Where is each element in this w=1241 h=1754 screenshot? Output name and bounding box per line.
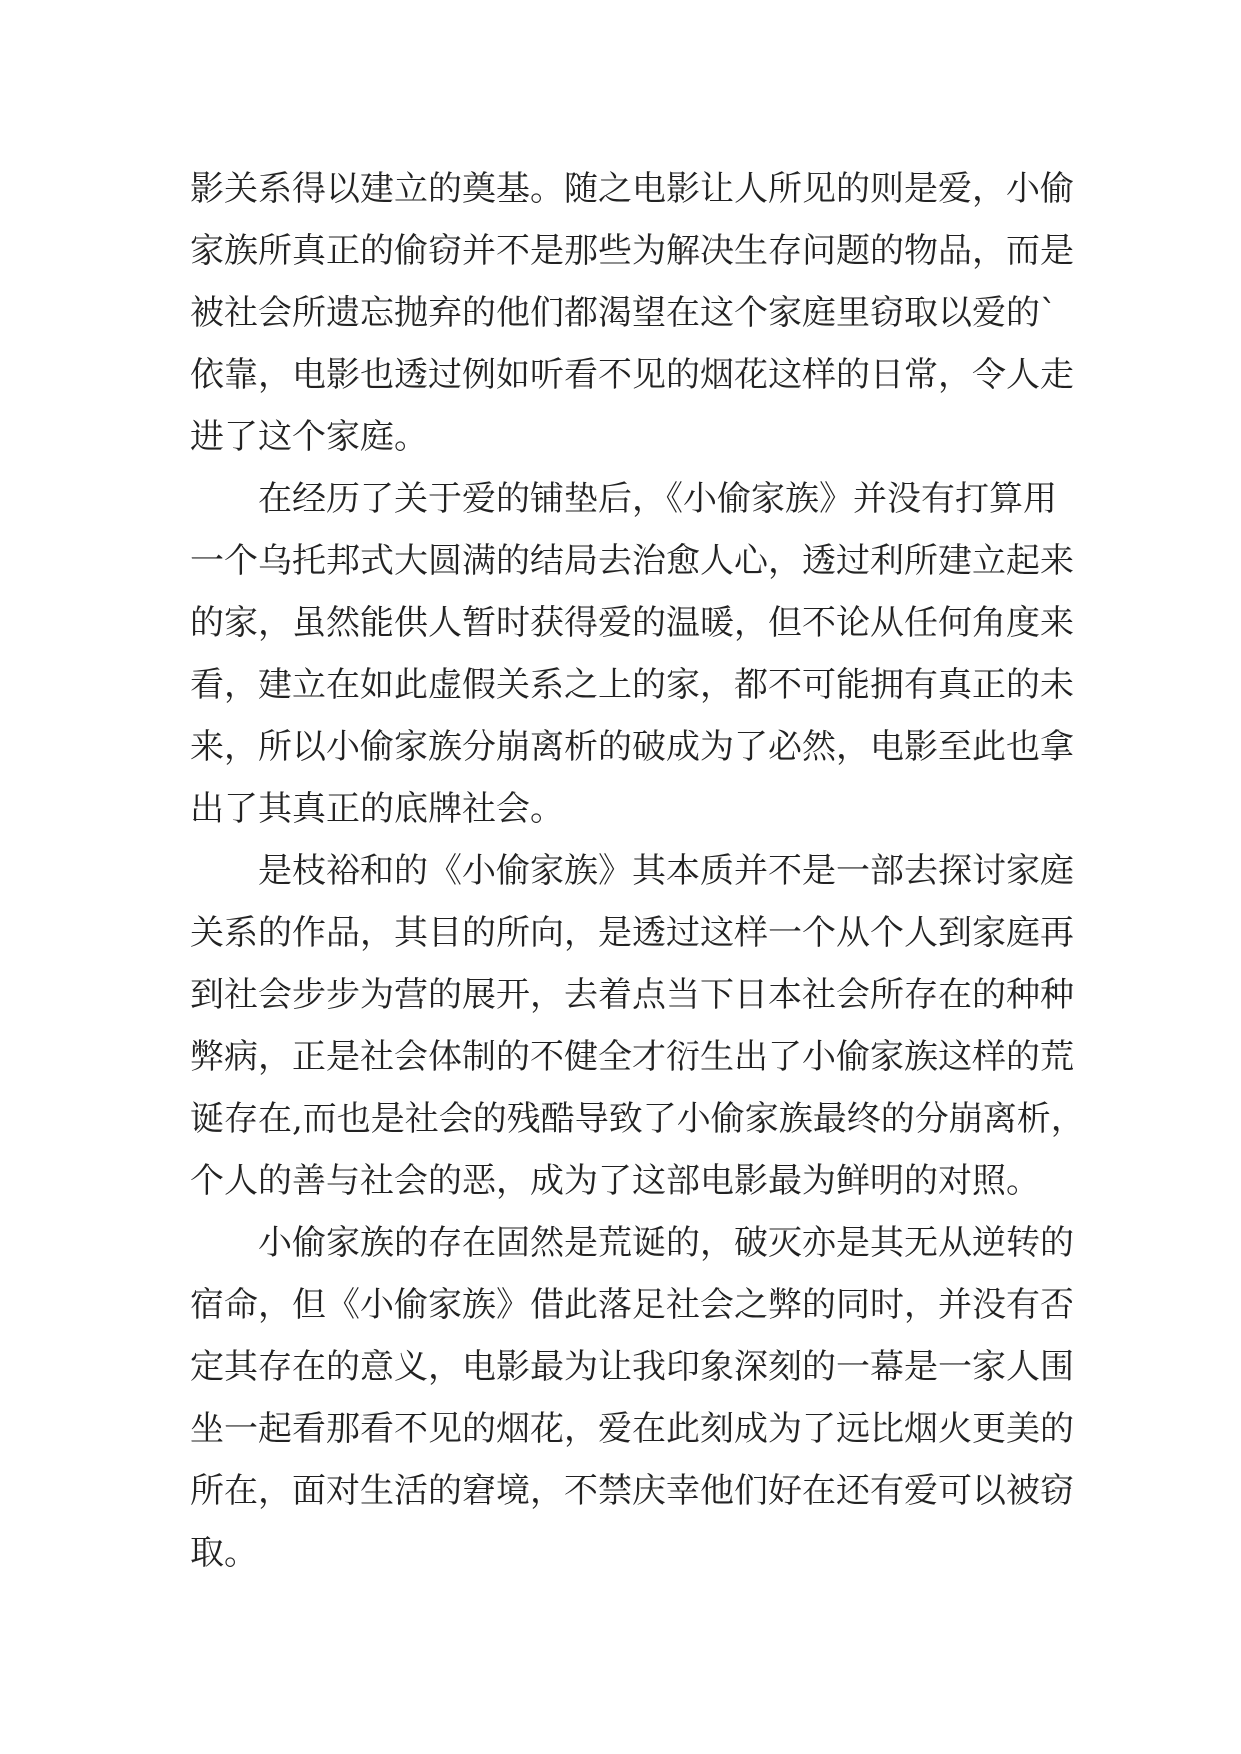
text-line: 来，所以小偷家族分崩离析的破成为了必然，电影至此也拿 bbox=[190, 727, 1074, 767]
text-line: 是枝裕和的《小偷家族》其本质并不是一部去探讨家庭 bbox=[258, 851, 1074, 891]
text-line: 看，建立在如此虚假关系之上的家，都不可能拥有真正的未 bbox=[190, 665, 1074, 705]
text-line: 关系的作品，其目的所向，是透过这样一个从个人到家庭再 bbox=[190, 913, 1074, 953]
text-line: 小偷家族的存在固然是荒诞的，破灭亦是其无从逆转的 bbox=[258, 1223, 1074, 1263]
text-line: 定其存在的意义，电影最为让我印象深刻的一幕是一家人围 bbox=[190, 1347, 1074, 1387]
text-line: 家族所真正的偷窃并不是那些为解决生存问题的物品，而是 bbox=[190, 231, 1074, 271]
text-line: 被社会所遗忘抛弃的他们都渴望在这个家庭里窃取以爱的` bbox=[190, 293, 1057, 333]
text-line: 坐一起看那看不见的烟花，爱在此刻成为了远比烟火更美的 bbox=[190, 1409, 1074, 1449]
text-line: 所在，面对生活的窘境，不禁庆幸他们好在还有爱可以被窃 bbox=[190, 1471, 1074, 1511]
text-line: 取。 bbox=[190, 1533, 258, 1573]
text-line: 弊病，正是社会体制的不健全才衍生出了小偷家族这样的荒 bbox=[190, 1037, 1074, 1077]
text-line: 一个乌托邦式大圆满的结局去治愈人心，透过利所建立起来 bbox=[190, 541, 1074, 581]
essay-body bbox=[190, 158, 1085, 1584]
paragraph-3 bbox=[190, 840, 1085, 1212]
text-line: 进了这个家庭。 bbox=[190, 417, 428, 457]
paragraph-2 bbox=[190, 468, 1074, 840]
text-line: 影关系得以建立的奠基。随之电影让人所见的则是爱，小偷 bbox=[190, 169, 1074, 209]
text-line: 依靠，电影也透过例如听看不见的烟花这样的日常，令人走 bbox=[190, 355, 1074, 395]
paragraph-1 bbox=[190, 158, 1074, 468]
text-line: 宿命，但《小偷家族》借此落足社会之弊的同时，并没有否 bbox=[190, 1285, 1074, 1325]
text-line: 出了其真正的底牌社会。 bbox=[190, 789, 564, 829]
text-line: 的家，虽然能供人暂时获得爱的温暖，但不论从任何角度来 bbox=[190, 603, 1074, 643]
text-line: 个人的善与社会的恶，成为了这部电影最为鲜明的对照。 bbox=[190, 1161, 1040, 1201]
text-line: 在经历了关于爱的铺垫后，《小偷家族》并没有打算用 bbox=[258, 479, 1057, 519]
paragraph-4 bbox=[190, 1212, 1074, 1584]
text-line: 到社会步步为营的展开，去着点当下日本社会所存在的种种 bbox=[190, 975, 1074, 1015]
text-line: 诞存在,而也是社会的残酷导致了小偷家族最终的分崩离析， bbox=[190, 1099, 1085, 1139]
